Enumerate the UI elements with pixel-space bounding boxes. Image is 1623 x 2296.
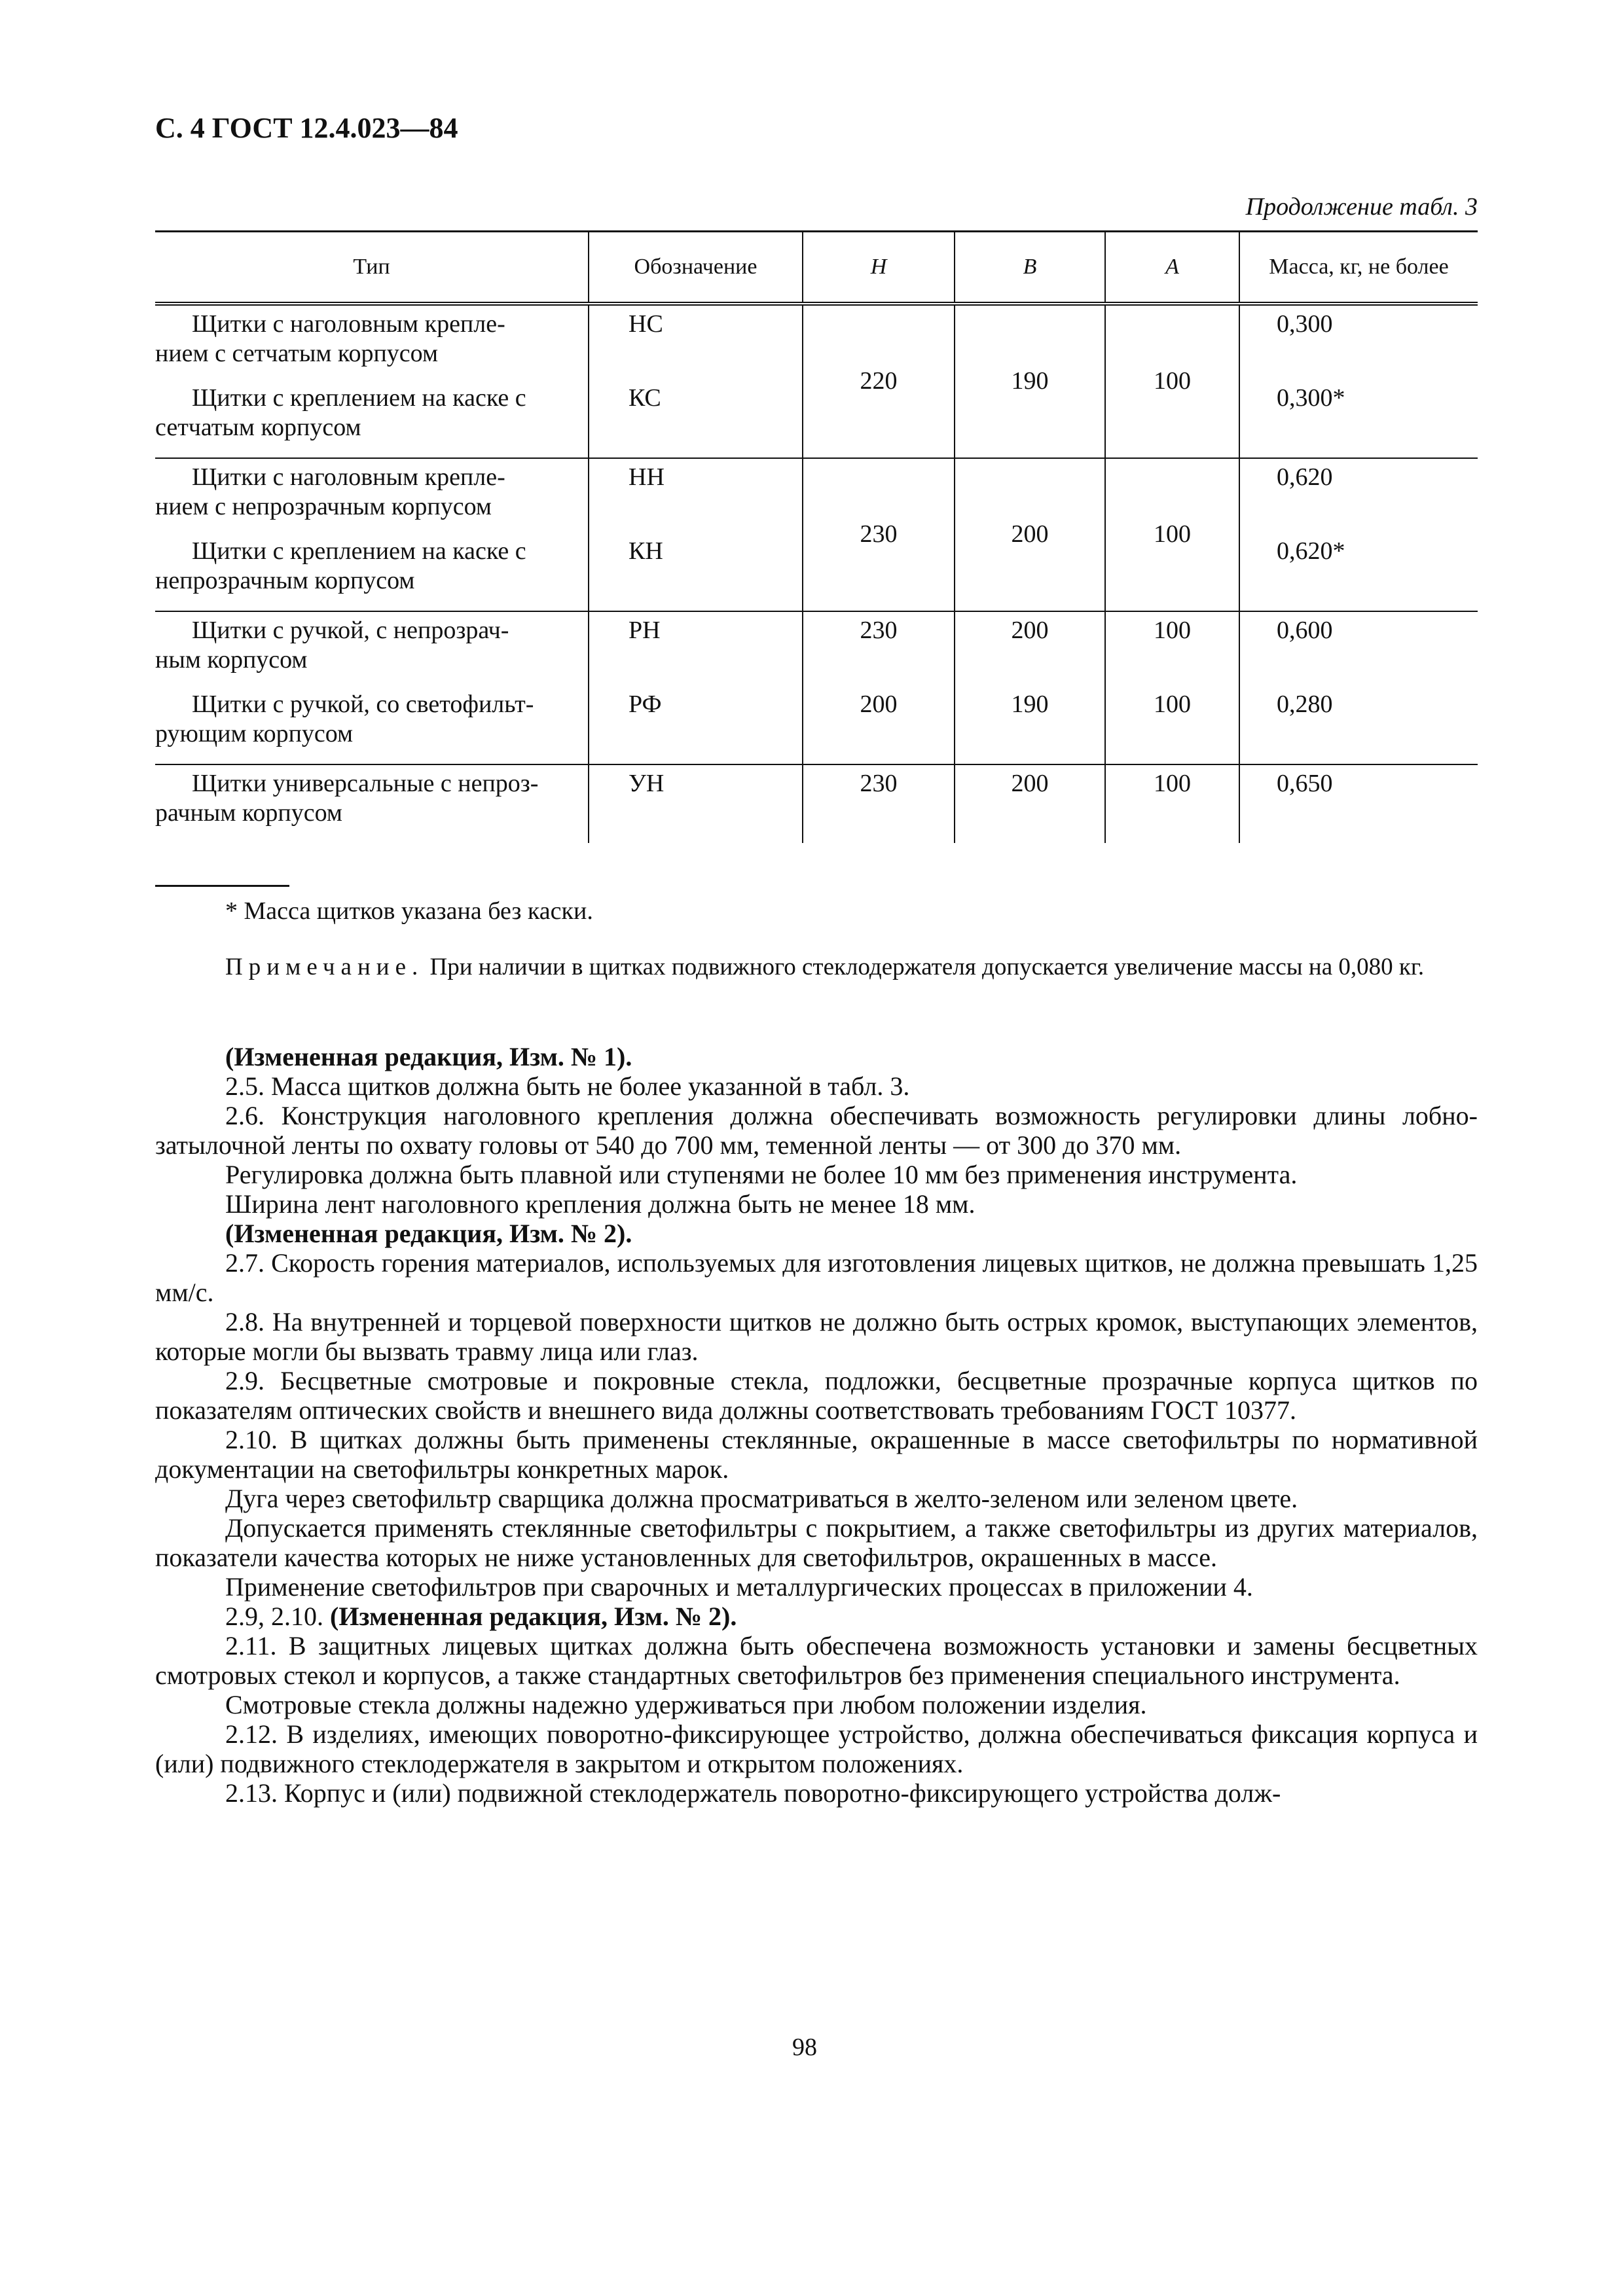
amendment-note: (Измененная редакция, Изм. № 2). (330, 1602, 737, 1631)
h-value: 220 (803, 304, 955, 458)
a-value: 100 (1154, 690, 1191, 718)
type-entry: Щитки с ручкой, со светофильт- рующим корпусом (155, 690, 534, 747)
paragraph: Регулировка должна быть плавной или ступенями не более 10 мм без применения инструмента. (225, 1160, 1298, 1189)
mass-value: 0,620 (1277, 463, 1333, 491)
paragraph: Смотровые стекла должны надежно удерживаться при любом положении изделия. (225, 1690, 1147, 1719)
type-entry: Щитки с креплением на каске с непрозрачным корпусом (155, 537, 526, 594)
table-row-group (155, 611, 1478, 764)
designation-cell (589, 764, 803, 843)
page-header: С. 4 ГОСТ 12.4.023—84 (155, 112, 458, 144)
table-row-group (155, 764, 1478, 843)
type-cell (155, 611, 589, 764)
table-row-group (155, 458, 1478, 611)
paragraph: 2.13. Корпус и (или) подвижной стеклодержатель поворотно-фиксирующего устройства долж- (225, 1778, 1281, 1808)
column-header-h: H (803, 232, 955, 304)
h-value: 230 (860, 616, 898, 644)
designation-value: КН (629, 537, 663, 565)
designation-cell (589, 458, 803, 611)
type-entry: Щитки с наголовным крепле- нием с сетчатым корпусом (155, 310, 505, 367)
table-caption: Продолжение табл. 3 (1245, 193, 1478, 221)
a-value: 100 (1154, 769, 1191, 797)
paragraph: Дуга через светофильтр сварщика должна просматриваться в желто-зеленом или зеленом цвете. (225, 1484, 1298, 1513)
footnote: * Масса щитков указана без каски. (225, 897, 593, 925)
type-entry: Щитки с креплением на каске с сетчатым корпусом (155, 384, 526, 441)
amendment-note: (Измененная редакция, Изм. № 2). (225, 1219, 632, 1248)
page-number: 98 (792, 2034, 817, 2061)
note-text: При наличии в щитках подвижного стеклодержателя допускается увеличение массы на 0,080 кг. (424, 954, 1425, 980)
paragraph (155, 1042, 1478, 1071)
paragraph: 2.11. В защитных лицевых щитках должна быть обеспечена возможность установки и замены бесцветных смотровых стекол и корпусов, а также стандартных светофильтров без применения специального инструмента. (155, 1631, 1478, 1690)
h-cell (803, 764, 955, 843)
a-cell (1105, 764, 1239, 843)
b-value: 190 (1011, 690, 1049, 718)
a-value: 100 (1154, 616, 1191, 644)
column-header-a: A (1105, 232, 1239, 304)
mass-cell (1239, 611, 1478, 764)
paragraph: 2.8. На внутренней и торцевой поверхности щитков не должно быть острых кромок, выступающих элементов, которые могли бы вызвать травму лица или глаз. (155, 1307, 1478, 1366)
a-value: 100 (1105, 304, 1239, 458)
mass-value: 0,300* (1277, 384, 1345, 412)
type-cell (155, 304, 589, 458)
paragraph (155, 1602, 1478, 1631)
a-value: 100 (1105, 458, 1239, 611)
mass-value: 0,620* (1277, 537, 1345, 565)
paragraph: Ширина лент наголовного крепления должна быть не менее 18 мм. (225, 1189, 976, 1219)
footnote-divider (155, 885, 289, 887)
paragraph: 2.7. Скорость горения материалов, используемых для изготовления лицевых щитков, не должна превышать 1,25 мм/с. (155, 1248, 1478, 1307)
type-entry: Щитки с ручкой, с непрозрач- ным корпусом (155, 616, 509, 673)
column-header-designation: Обозначение (589, 232, 803, 304)
b-value: 200 (955, 458, 1105, 611)
b-cell (955, 611, 1105, 764)
paragraph: 2.5. Масса щитков должна быть не более указанной в табл. 3. (225, 1071, 910, 1101)
h-value: 230 (860, 769, 898, 797)
column-header-mass: Масса, кг, не более (1239, 232, 1478, 304)
h-cell (803, 611, 955, 764)
paragraph: Применение светофильтров при сварочных и металлургических процессах в приложении 4. (225, 1572, 1253, 1602)
mass-cell (1239, 764, 1478, 843)
mass-value: 0,280 (1277, 690, 1333, 718)
designation-value: РФ (629, 690, 662, 718)
paragraph: 2.9. Бесцветные смотровые и покровные стекла, подложки, бесцветные прозрачные корпуса щитков по показателям оптических свойств и внешнего вида должны соответствовать требованиям ГОСТ 10377. (155, 1366, 1478, 1425)
mass-value: 0,600 (1277, 616, 1333, 644)
designation-value: НС (629, 310, 663, 338)
paragraph: 2.10. В щитках должны быть применены стеклянные, окрашенные в массе светофильтры по нормативной документации на светофильтры конкретных марок. (155, 1425, 1478, 1484)
type-entry: Щитки с наголовным крепле- нием с непрозрачным корпусом (155, 463, 505, 520)
column-header-b: B (955, 232, 1105, 304)
h-value: 230 (803, 458, 955, 611)
specification-table (155, 230, 1478, 843)
table-header-row (155, 232, 1478, 304)
mass-cell (1239, 304, 1478, 458)
designation-value: НН (629, 463, 665, 491)
paragraph: 2.6. Конструкция наголовного крепления должна обеспечивать возможность регулировки длины лобно-затылочной ленты по охвату головы от 540 до 700 мм, теменной ленты — от 300 до 370 мм. (155, 1101, 1478, 1160)
paragraph: Допускается применять стеклянные светофильтры с покрытием, а также светофильтры из других материалов, показатели качества которых не ниже установленных для светофильтров, окрашенных в массе. (155, 1513, 1478, 1572)
designation-cell (589, 611, 803, 764)
paragraph: 2.12. В изделиях, имеющих поворотно-фиксирующее устройство, должна обеспечиваться фиксация корпуса и (или) подвижного стеклодержателя в закрытом и открытом положениях. (155, 1719, 1478, 1778)
b-cell (955, 764, 1105, 843)
b-value: 200 (1011, 769, 1049, 797)
designation-value: УН (629, 769, 665, 797)
note (155, 952, 1478, 982)
table-row-group (155, 304, 1478, 458)
mass-cell (1239, 458, 1478, 611)
designation-value: РН (629, 616, 661, 644)
b-value: 200 (1011, 616, 1049, 644)
body-text (155, 1042, 1478, 1808)
mass-value: 0,650 (1277, 769, 1333, 797)
amendment-note: (Измененная редакция, Изм. № 1). (225, 1042, 632, 1071)
type-entry: Щитки универсальные с непроз- рачным корпусом (155, 769, 539, 827)
type-cell (155, 764, 589, 843)
paragraph (155, 1219, 1478, 1248)
note-label: Примечание. (225, 954, 424, 980)
clause-reference: 2.9, 2.10. (225, 1602, 330, 1631)
h-value: 200 (860, 690, 898, 718)
a-cell (1105, 611, 1239, 764)
column-header-type: Тип (155, 232, 589, 304)
mass-value: 0,300 (1277, 310, 1333, 338)
type-cell (155, 458, 589, 611)
designation-cell (589, 304, 803, 458)
designation-value: КС (629, 384, 661, 412)
b-value: 190 (955, 304, 1105, 458)
